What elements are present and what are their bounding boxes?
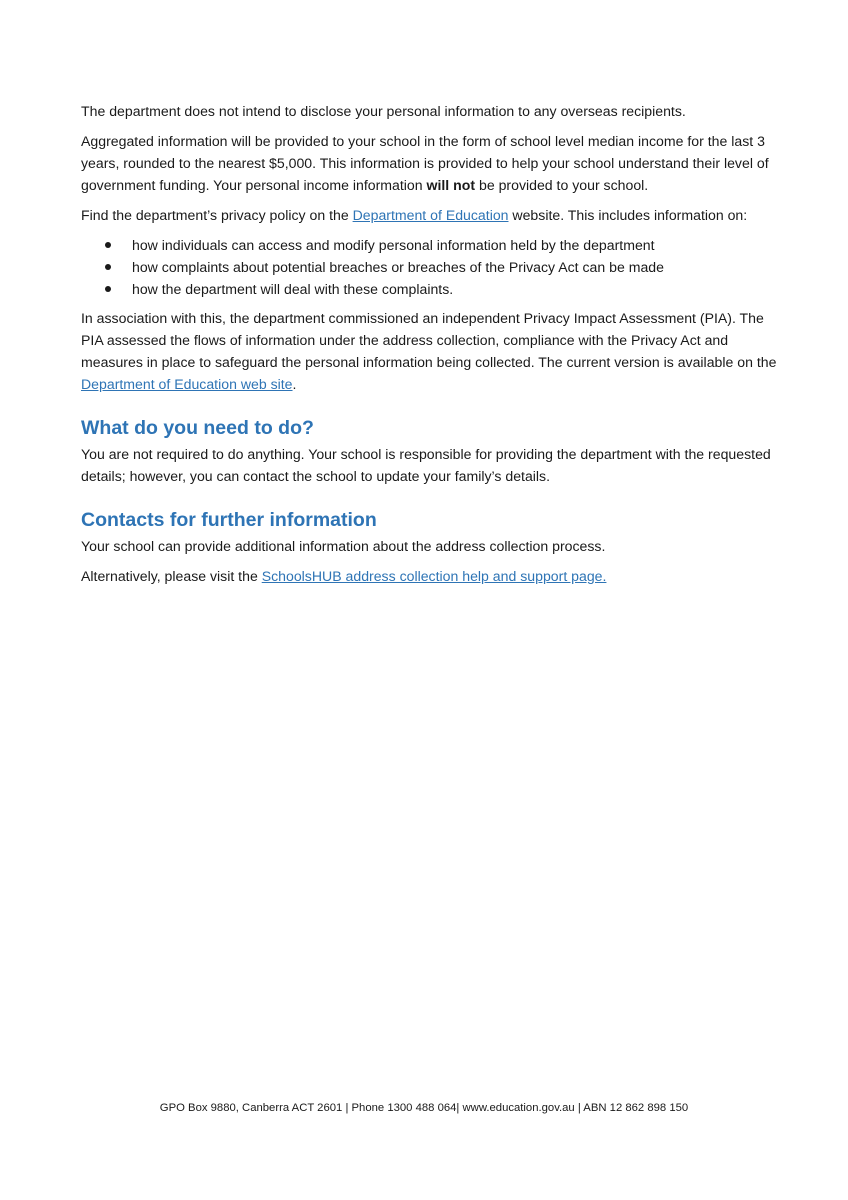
bullet-icon bbox=[105, 286, 111, 292]
contacts-paragraph bbox=[81, 535, 781, 557]
will-not-emphasis: will not bbox=[426, 177, 476, 193]
aggregated-information-paragraph bbox=[81, 130, 781, 196]
overseas-disclosure-text: The department does not intend to disclose your personal information to any overseas recipients. bbox=[81, 103, 686, 119]
what-do-you-need-to-do-text: You are not required to do anything. Your school is responsible for providing the department with the requested details; however, you can contact the school to update your family’s details. bbox=[81, 446, 771, 484]
contacts-text: Your school can provide additional information about the address collection process. bbox=[81, 538, 606, 554]
list-item bbox=[81, 256, 781, 278]
document-body bbox=[81, 100, 781, 595]
department-of-education-web-site-link[interactable]: Department of Education web site bbox=[81, 376, 293, 392]
overseas-disclosure-paragraph bbox=[81, 100, 781, 122]
alternatively-paragraph bbox=[81, 565, 781, 587]
footer-contact-text: GPO Box 9880, Canberra ACT 2601 | Phone 1300 488 064| www.education.gov.au | ABN 12 862 898 150 bbox=[159, 1102, 689, 1114]
privacy-policy-text-end: website. This includes information on: bbox=[508, 207, 748, 223]
aggregated-text-start: Aggregated information will be provided to your school in the form of school level median income for the last 3 years, rounded to the nearest $5,000. This information is provided to help your school understand their level of government funding. Your personal income information bbox=[81, 133, 769, 193]
list-item bbox=[81, 234, 781, 256]
what-do-you-need-to-do-paragraph bbox=[81, 443, 781, 487]
bullet-icon bbox=[105, 264, 111, 270]
privacy-policy-paragraph bbox=[81, 204, 781, 226]
aggregated-text-end: be provided to your school. bbox=[475, 177, 649, 193]
privacy-impact-assessment-paragraph bbox=[81, 307, 781, 395]
bullet-icon bbox=[105, 242, 111, 248]
privacy-policy-bullet-list bbox=[81, 234, 781, 300]
list-item-text: how complaints about potential breaches or breaches of the Privacy Act can be made bbox=[132, 259, 664, 275]
list-item-text: how the department will deal with these complaints. bbox=[132, 281, 454, 297]
alternatively-text: Alternatively, please visit the bbox=[81, 568, 262, 584]
list-item-text: how individuals can access and modify personal information held by the department bbox=[132, 237, 655, 253]
pia-text-end: . bbox=[292, 376, 297, 392]
what-do-you-need-to-do-heading: What do you need to do? bbox=[81, 417, 314, 439]
page-footer bbox=[0, 1102, 848, 1114]
privacy-policy-text-start: Find the department’s privacy policy on the bbox=[81, 207, 353, 223]
pia-text-start: In association with this, the department commissioned an independent Privacy Impact Assessment (PIA). The PIA assessed the flows of information under the address collection, compliance with the Privacy Act and measures in place to safeguard the personal information being collected. The current version is available on the bbox=[81, 310, 777, 370]
department-of-education-link[interactable]: Department of Education bbox=[352, 207, 509, 223]
list-item bbox=[81, 278, 781, 300]
schoolshub-support-link[interactable]: SchoolsHUB address collection help and support page. bbox=[261, 568, 607, 584]
contacts-heading: Contacts for further information bbox=[81, 509, 377, 531]
